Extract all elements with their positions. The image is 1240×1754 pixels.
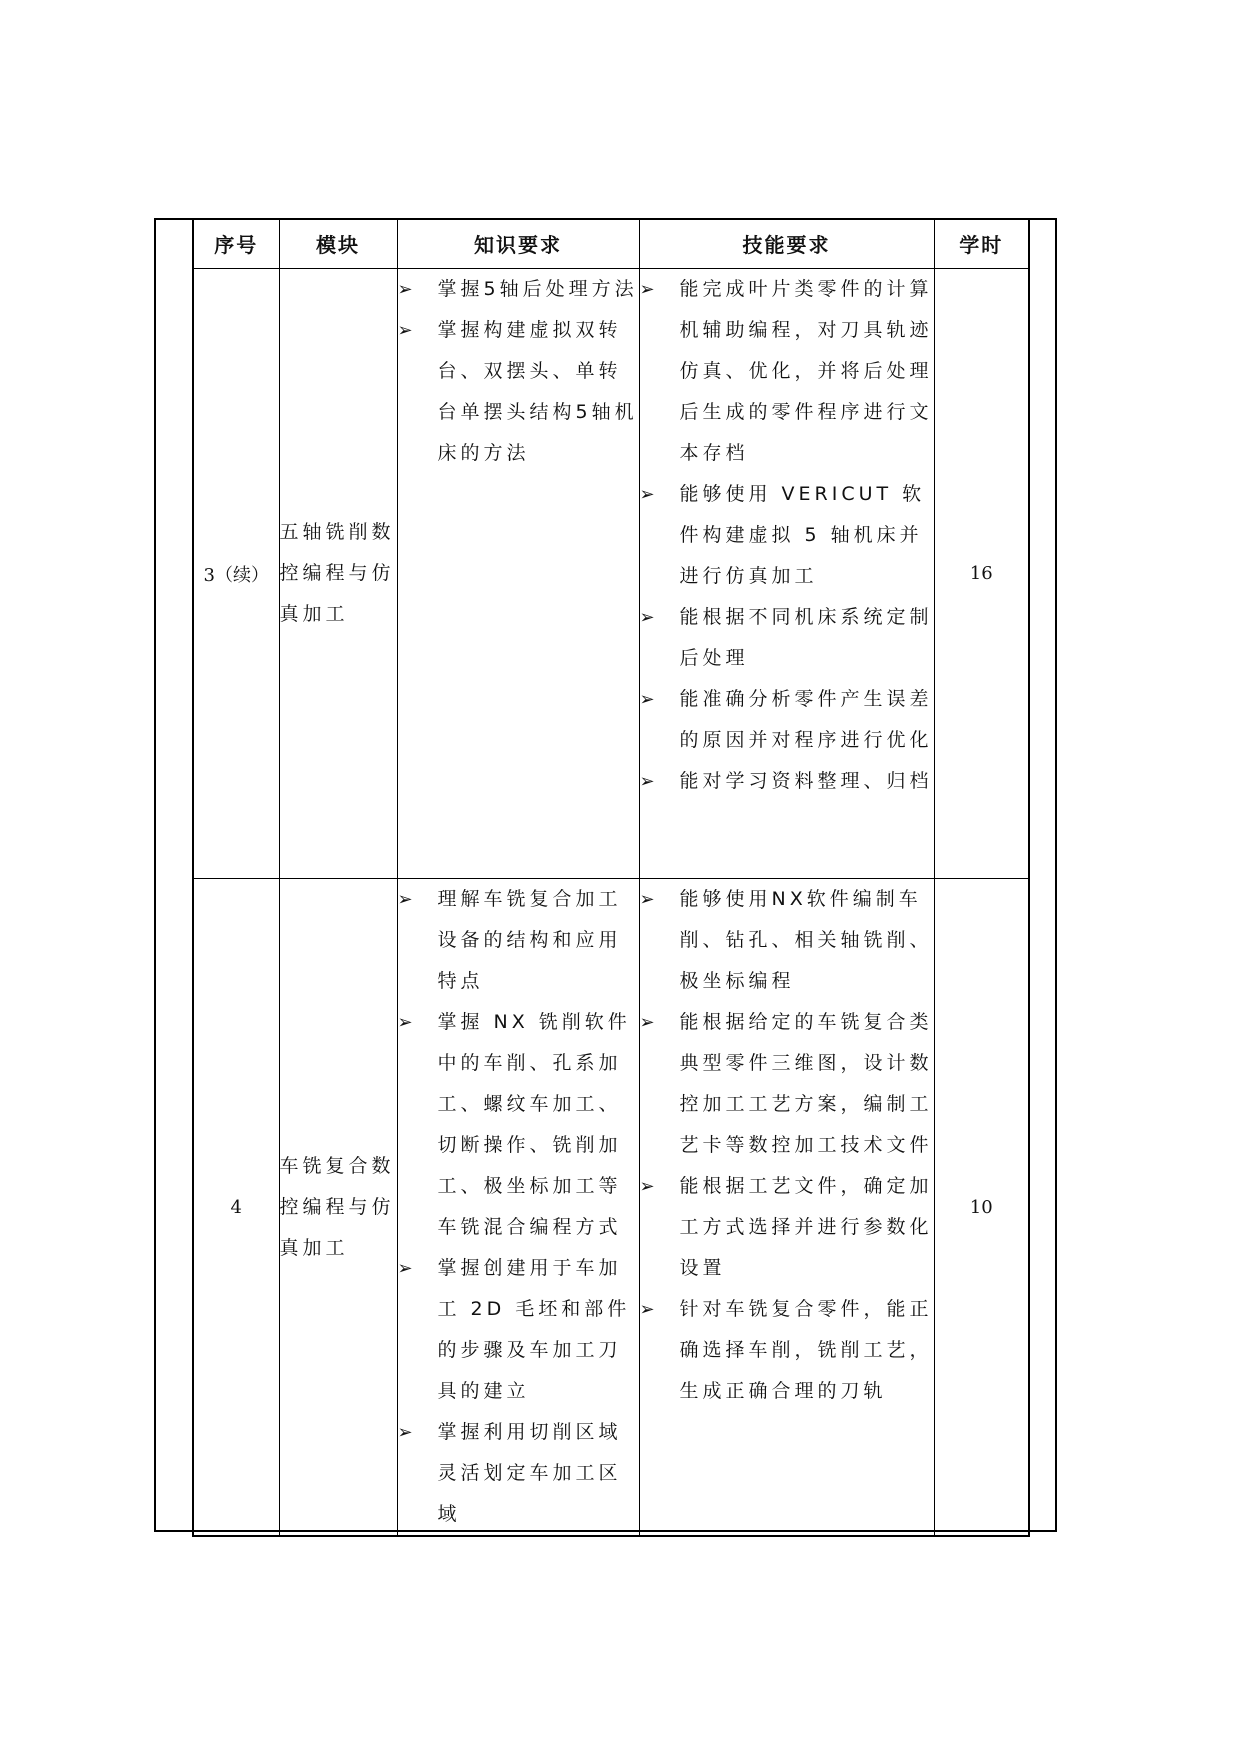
skill-item bbox=[640, 879, 934, 1002]
bullet-arrow-icon: ➢ bbox=[397, 889, 417, 910]
knowledge-item-text: 掌握创建用于车加工 2D 毛坯和部件的步骤及车加工刀具的建立 bbox=[437, 1257, 631, 1402]
skill-item bbox=[640, 679, 934, 761]
bullet-arrow-icon: ➢ bbox=[639, 689, 659, 710]
row-knowledge bbox=[397, 879, 639, 1537]
knowledge-item bbox=[398, 1412, 639, 1535]
row-hours: 16 bbox=[934, 269, 1029, 879]
skill-item-text: 能完成叶片类零件的计算机辅助编程，对刀具轨迹仿真、优化，并将后处理后生成的零件程序进行文本存档 bbox=[679, 278, 933, 464]
table-row bbox=[193, 879, 1029, 1537]
row-seq: 4 bbox=[193, 879, 279, 1537]
knowledge-item-text: 掌握5轴后处理方法 bbox=[437, 278, 638, 300]
header-skills: 技能要求 bbox=[639, 218, 934, 269]
skill-item-text: 针对车铣复合零件，能正确选择车削，铣削工艺，生成正确合理的刀轨 bbox=[679, 1298, 933, 1402]
row-skills bbox=[639, 269, 934, 879]
bullet-arrow-icon: ➢ bbox=[397, 1422, 417, 1443]
bullet-arrow-icon: ➢ bbox=[639, 771, 659, 792]
skill-item bbox=[640, 1166, 934, 1289]
bullet-arrow-icon: ➢ bbox=[639, 279, 659, 300]
bullet-arrow-icon: ➢ bbox=[639, 1299, 659, 1320]
skill-item-text: 能够使用NX软件编制车削、钻孔、相关轴铣削、极坐标编程 bbox=[679, 888, 933, 992]
bullet-arrow-icon: ➢ bbox=[397, 279, 417, 300]
skill-item bbox=[640, 597, 934, 679]
header-module: 模块 bbox=[279, 218, 397, 269]
knowledge-item bbox=[398, 310, 639, 474]
skill-item bbox=[640, 761, 934, 802]
bullet-arrow-icon: ➢ bbox=[639, 1012, 659, 1033]
skill-item bbox=[640, 1002, 934, 1166]
knowledge-item-text: 掌握构建虚拟双转台、双摆头、单转台单摆头结构5轴机床的方法 bbox=[437, 319, 638, 464]
skill-item bbox=[640, 1289, 934, 1412]
table-header-row bbox=[193, 218, 1029, 269]
skill-item-text: 能够使用 VERICUT 软件构建虚拟 5 轴机床并进行仿真加工 bbox=[679, 483, 926, 587]
knowledge-item bbox=[398, 1002, 639, 1248]
header-seq: 序号 bbox=[193, 218, 279, 269]
knowledge-item-text: 掌握利用切削区域灵活划定车加工区域 bbox=[437, 1421, 622, 1525]
bullet-arrow-icon: ➢ bbox=[639, 607, 659, 628]
row-module: 车铣复合数控编程与仿真加工 bbox=[279, 879, 397, 1537]
knowledge-item bbox=[398, 1248, 639, 1412]
bullet-arrow-icon: ➢ bbox=[397, 320, 417, 341]
knowledge-item bbox=[398, 269, 639, 310]
table-row bbox=[193, 269, 1029, 879]
row-skills bbox=[639, 879, 934, 1537]
skill-item-text: 能准确分析零件产生误差的原因并对程序进行优化 bbox=[679, 688, 933, 751]
bullet-arrow-icon: ➢ bbox=[639, 889, 659, 910]
skill-item bbox=[640, 269, 934, 474]
skill-item-text: 能对学习资料整理、归档 bbox=[679, 770, 933, 792]
knowledge-item bbox=[398, 879, 639, 1002]
knowledge-item-text: 掌握 NX 铣削软件中的车削、孔系加工、螺纹车加工、切断操作、铣削加工、极坐标加工等车铣混合编程方式 bbox=[437, 1011, 631, 1238]
bullet-arrow-icon: ➢ bbox=[639, 1176, 659, 1197]
row-hours: 10 bbox=[934, 879, 1029, 1537]
bullet-arrow-icon: ➢ bbox=[397, 1012, 417, 1033]
skill-item-text: 能根据给定的车铣复合类典型零件三维图，设计数控加工工艺方案，编制工艺卡等数控加工技术文件 bbox=[679, 1011, 933, 1156]
header-hours: 学时 bbox=[934, 218, 1029, 269]
row-seq: 3（续） bbox=[193, 269, 279, 879]
curriculum-table bbox=[192, 218, 1030, 1537]
knowledge-item-text: 理解车铣复合加工设备的结构和应用特点 bbox=[437, 888, 622, 992]
bullet-arrow-icon: ➢ bbox=[639, 484, 659, 505]
row-module: 五轴铣削数控编程与仿真加工 bbox=[279, 269, 397, 879]
header-knowledge: 知识要求 bbox=[397, 218, 639, 269]
row-knowledge bbox=[397, 269, 639, 879]
bullet-arrow-icon: ➢ bbox=[397, 1258, 417, 1279]
skill-item bbox=[640, 474, 934, 597]
skill-item-text: 能根据不同机床系统定制后处理 bbox=[679, 606, 933, 669]
skill-item-text: 能根据工艺文件，确定加工方式选择并进行参数化设置 bbox=[679, 1175, 933, 1279]
